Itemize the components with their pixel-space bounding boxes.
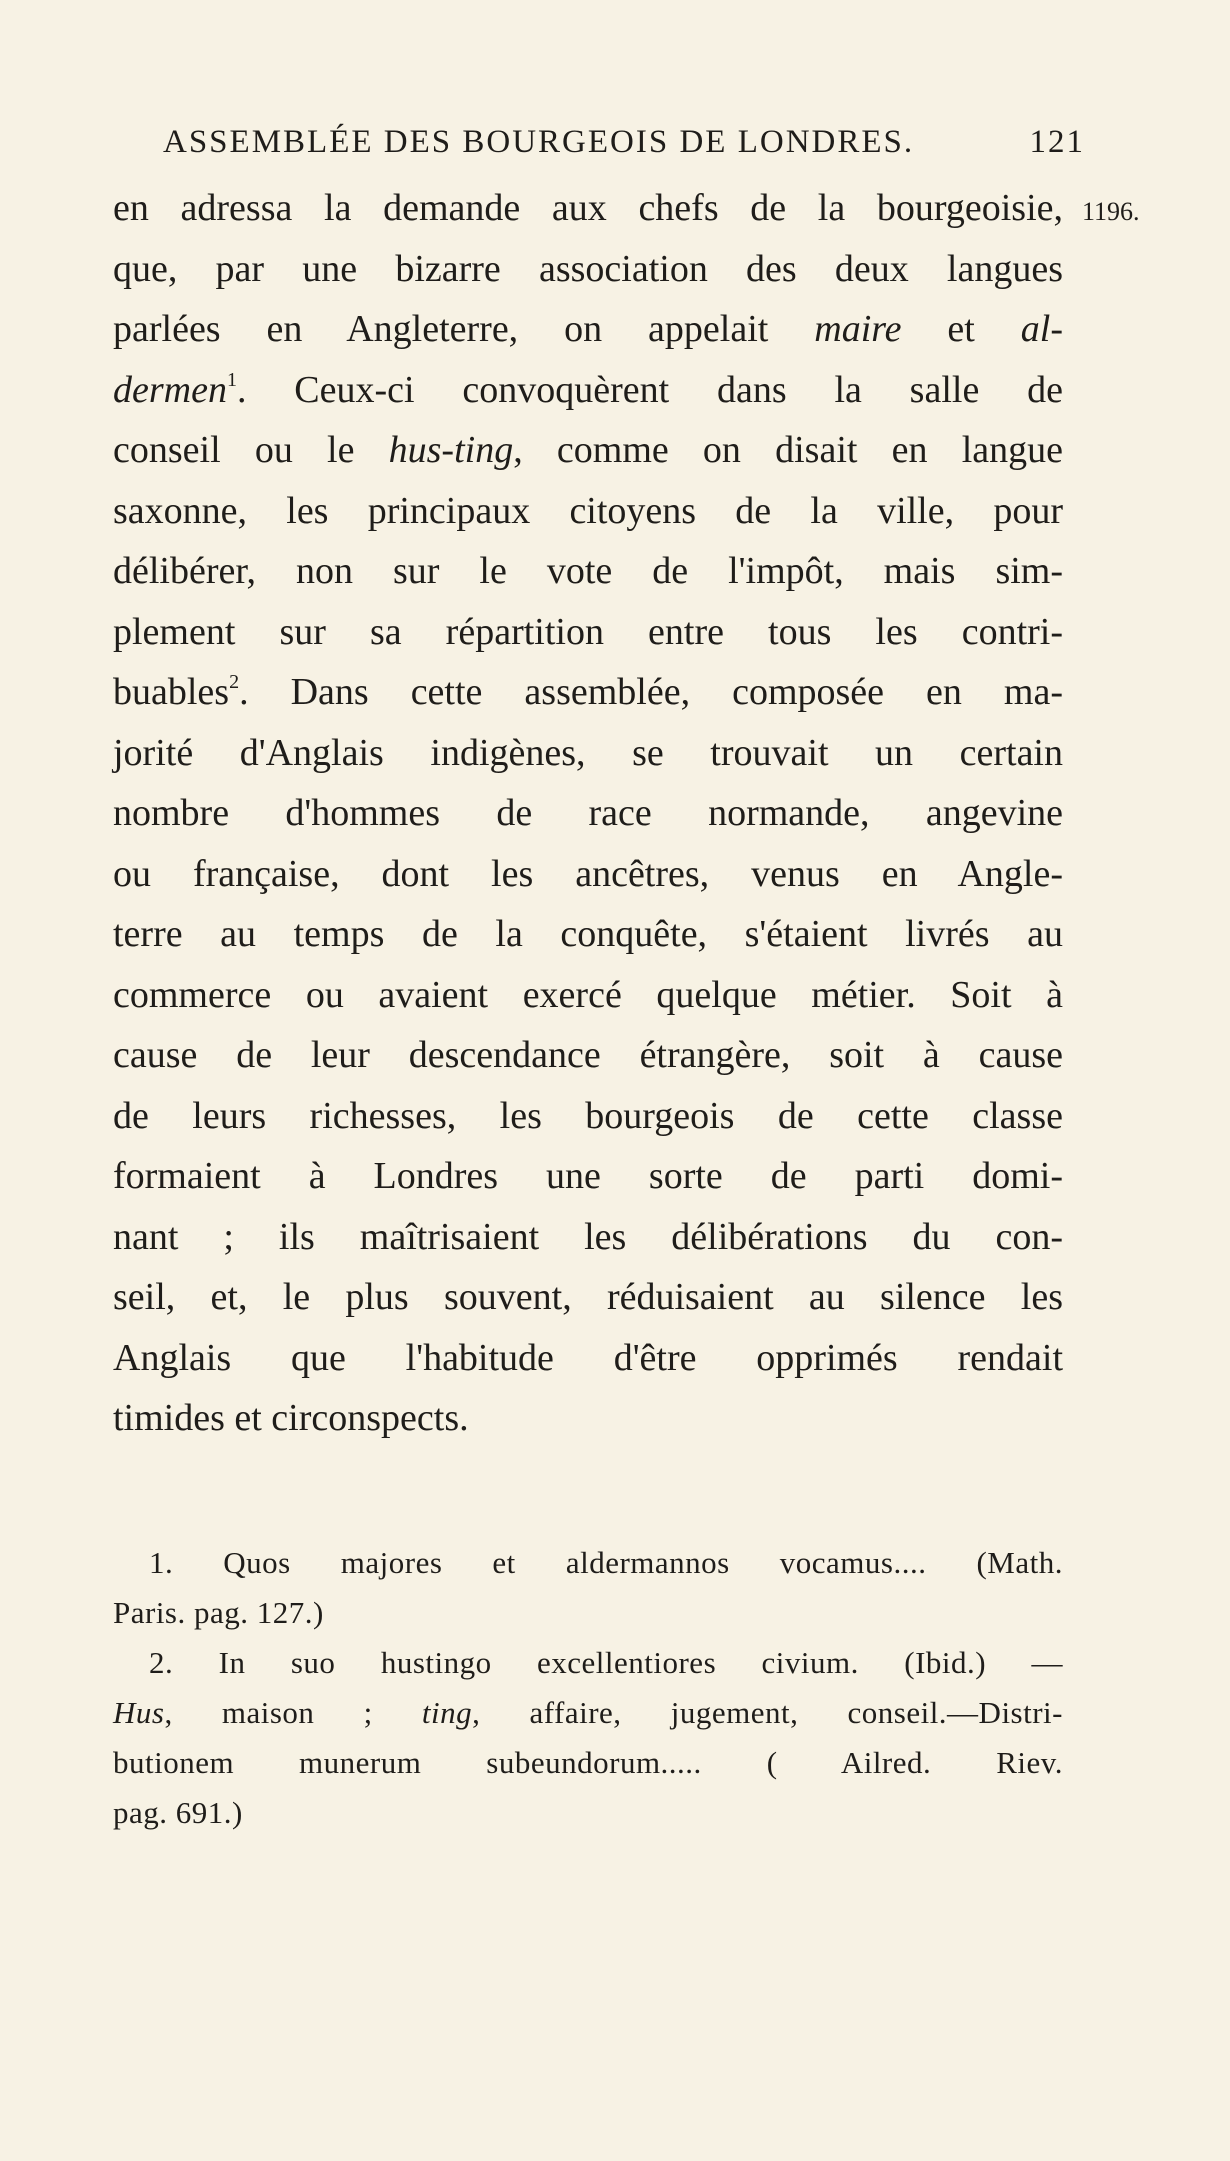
footnote-line: Paris. pag. 127.) xyxy=(113,1595,324,1630)
text-line: saxonne, les principaux citoyens de la ville, pour xyxy=(113,489,1063,532)
text-line: conseil ou le hus-ting, comme on disait en langue xyxy=(113,429,1063,471)
italic-term: hus-ting xyxy=(388,429,514,471)
text-line: de leurs richesses, les bourgeois de cette classe xyxy=(113,1094,1063,1137)
text-line: commerce ou avaient exercé quelque métier. Soit à xyxy=(113,973,1063,1016)
text-line: nombre d'hommes de race normande, angevine xyxy=(113,792,1063,834)
footnote-ref: 2 xyxy=(229,671,240,693)
text-line: formaient à Londres une sorte de parti domi- xyxy=(113,1155,1063,1197)
text-line: que, par une bizarre association des deux langues xyxy=(113,247,1063,290)
footnote-line: pag. 691.) xyxy=(113,1795,243,1830)
footnote-line: 2. In suo hustingo excellentiores civium. (Ibid.) — xyxy=(149,1645,1063,1680)
margin-year: 1196. xyxy=(1082,197,1140,226)
text-line: nant ; ils maîtrisaient les délibérations du con- xyxy=(113,1215,1063,1258)
running-header xyxy=(163,118,1085,166)
text-line: seil, et, le plus souvent, réduisaient au silence les xyxy=(113,1276,1063,1318)
text-line: ou française, dont les ancêtres, venus en Angle- xyxy=(113,852,1063,895)
text-line: en adressa la demande aux chefs de la bourgeoisie, xyxy=(113,187,1063,229)
footnote-line: butionem munerum subeundorum..... ( Ailred. Riev. xyxy=(113,1745,1063,1780)
text-line: timides et circonspects. xyxy=(113,1397,469,1439)
text-line: terre au temps de la conquête, s'étaient livrés au xyxy=(113,913,1063,955)
text-line: Anglais que l'habitude d'être opprimés rendait xyxy=(113,1336,1063,1379)
page-number: 121 xyxy=(1029,124,1085,160)
text-line: délibérer, non sur le vote de l'impôt, mais sim- xyxy=(113,550,1063,592)
italic-term: dermen xyxy=(113,368,227,411)
italic-term: ting xyxy=(421,1695,473,1730)
italic-term: Hus xyxy=(113,1695,165,1730)
text-line: buables$^2$. Dans cette assemblée, composée en ma- xyxy=(113,671,1063,713)
text-line: jorité d'Anglais indigènes, se trouvait un certain xyxy=(113,731,1063,774)
text-line: plement sur sa répartition entre tous les contri- xyxy=(113,610,1063,653)
text-line: parlées en Angleterre, on appelait maire et al- xyxy=(113,308,1063,350)
italic-term: maire xyxy=(814,308,902,350)
main-text xyxy=(113,178,1063,1449)
text-line: dermen$^1$. Ceux-ci convoquèrent dans la salle de xyxy=(113,368,1063,411)
footnotes xyxy=(113,1538,1063,1838)
footnote-ref: 1 xyxy=(226,368,237,391)
italic-term: al- xyxy=(1020,308,1063,350)
footnote-line: Hus, maison ; ting, affaire, jugement, conseil.—Distri- xyxy=(113,1695,1063,1730)
footnote-line: 1. Quos majores et aldermannos vocamus.... (Math. xyxy=(149,1545,1063,1580)
text-line: cause de leur descendance étrangère, soit à cause xyxy=(113,1034,1063,1076)
running-title: ASSEMBLÉE DES BOURGEOIS DE LONDRES. xyxy=(163,124,915,160)
